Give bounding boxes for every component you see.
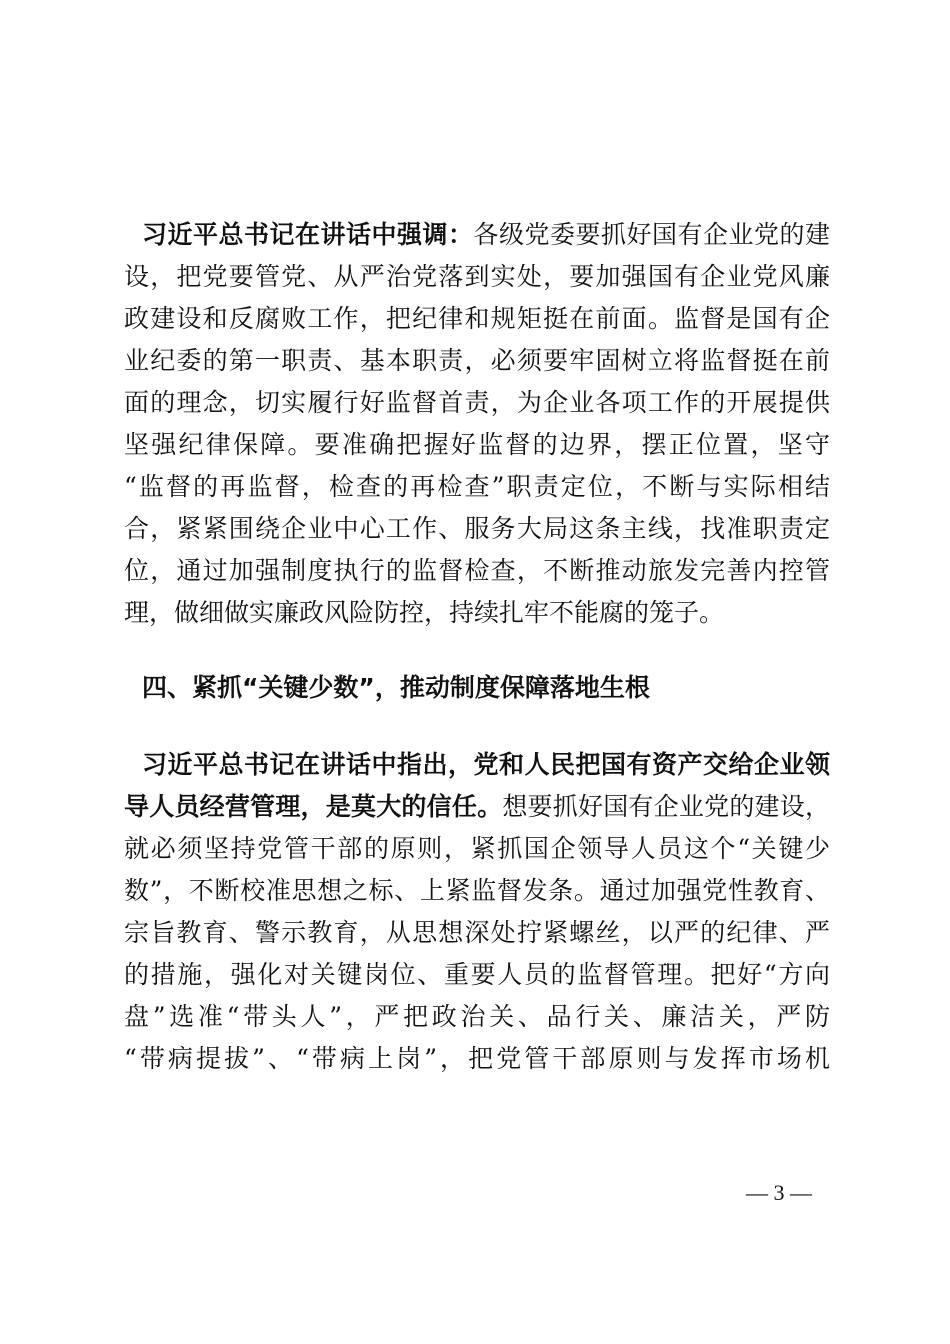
paragraph-2-line-2 bbox=[124, 792, 830, 822]
paragraph-1-line-4: 业纪委的第一职责、基本职责，必须要牢固树立将监督挺在前 bbox=[124, 346, 830, 375]
paragraph-1-line-5: 面的理念，切实履行好监督首责，为企业各项工作的开展提供 bbox=[124, 388, 830, 417]
paragraph-2-line-8: “带病提拔”、“带病上岗”，把党管干部原则与发挥市场机 bbox=[124, 1044, 830, 1073]
paragraph-1-line-10: 理，做细做实廉政风险防控，持续扎牢不能腐的笼子。 bbox=[124, 598, 725, 627]
paragraph-2-line-4: 数”，不断校准思想之标、上紧监督发条。通过加强党性教育、 bbox=[124, 876, 830, 905]
paragraph-1-line-1 bbox=[142, 220, 830, 250]
paragraph-2-line-5: 宗旨教育、警示教育，从思想深处拧紧螺丝，以严的纪律、严 bbox=[124, 918, 830, 947]
paragraph-2-lead-bold: 导人员经营管理，是莫大的信任。 bbox=[124, 792, 503, 821]
paragraph-2-line-6: 的措施，强化对关键岗位、重要人员的监督管理。把好“方向 bbox=[124, 960, 830, 989]
paragraph-1-line-3: 政建设和反腐败工作，把纪律和规矩挺在前面。监督是国有企 bbox=[124, 304, 830, 333]
page-number: — 3 — bbox=[746, 1180, 812, 1205]
paragraph-1-line-7: “监督的再监督，检查的再检查”职责定位，不断与实际相结 bbox=[124, 472, 830, 501]
paragraph-1-lead-bold: 习近平总书记在讲话中强调： bbox=[142, 220, 474, 249]
paragraph-2-line-7: 盘”选准“带头人”，严把政治关、品行关、廉洁关，严防 bbox=[124, 1002, 830, 1031]
paragraph-1-line-6: 坚强纪律保障。要准确把握好监督的边界，摆正位置，坚守 bbox=[124, 430, 830, 459]
paragraph-1-line-1-text: 各级党委要抓好国有企业党的建 bbox=[473, 220, 830, 249]
paragraph-1-line-9: 位，通过加强制度执行的监督检查，不断推动旅发完善内控管 bbox=[124, 556, 830, 585]
paragraph-1-line-8: 合，紧紧围绕企业中心工作、服务大局这条主线，找准职责定 bbox=[124, 514, 830, 543]
paragraph-2-line-3: 就必须坚持党管干部的原则，紧抓国企领导人员这个“关键少 bbox=[124, 834, 830, 863]
section-heading-4: 四、紧抓“关键少数”，推动制度保障落地生根 bbox=[142, 673, 650, 702]
paragraph-1-line-2: 设，把党要管党、从严治党落到实处，要加强国有企业党风廉 bbox=[124, 262, 830, 291]
paragraph-2-line-2-text: 想要抓好国有企业党的建设， bbox=[502, 792, 830, 821]
paragraph-2-line-1: 习近平总书记在讲话中指出，党和人民把国有资产交给企业领 bbox=[142, 750, 830, 779]
